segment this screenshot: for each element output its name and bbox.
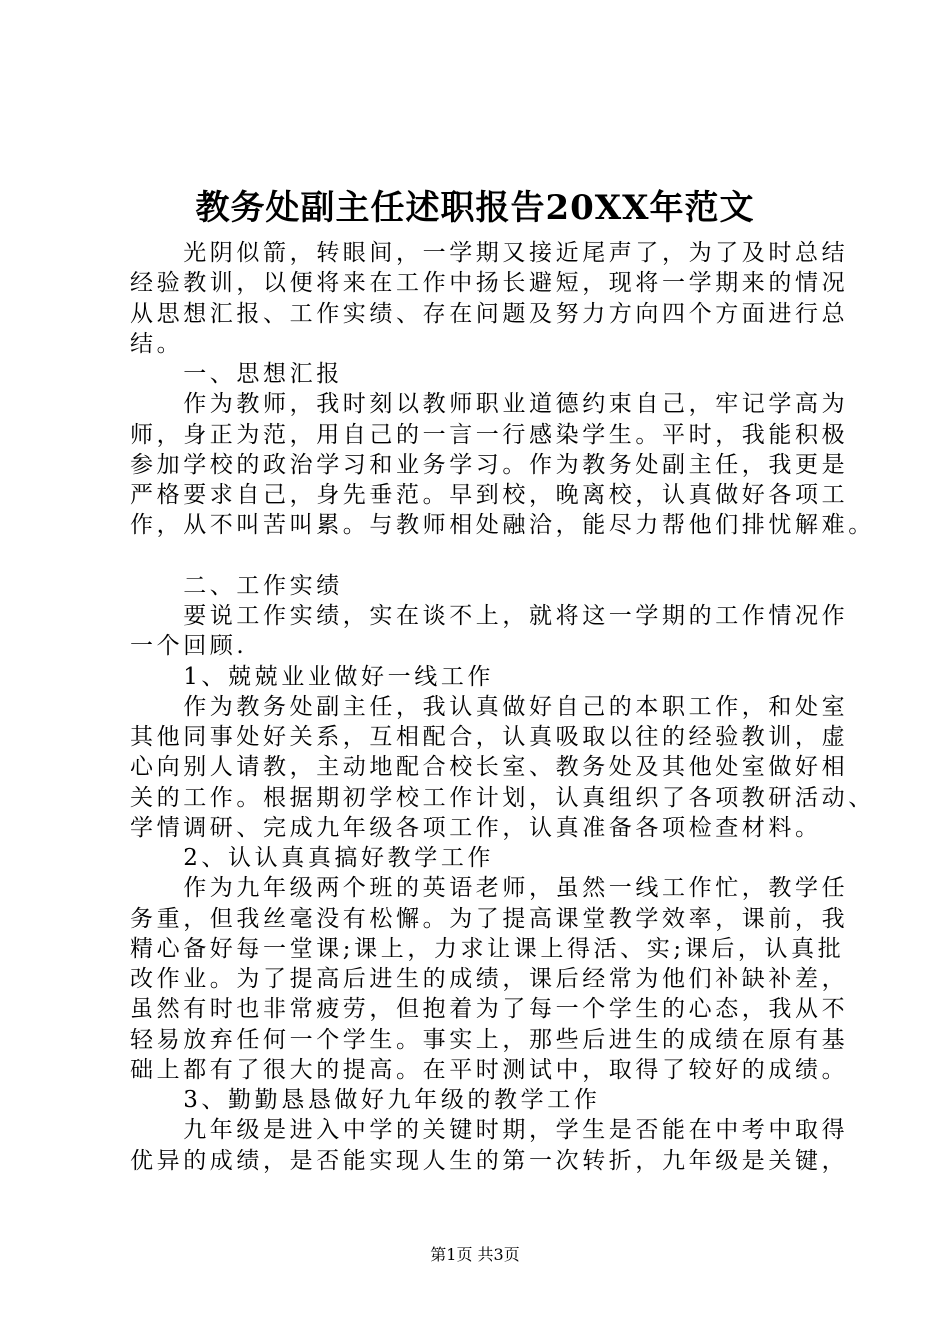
body-line: 一、思想汇报 (130, 361, 343, 387)
body-line: 师，身正为范，用自己的一言一行感染学生。平时，我能积极 (130, 422, 849, 448)
body-line: 础上都有了很大的提高。在平时测试中，取得了较好的成绩。 (130, 1057, 849, 1083)
body-line: 精心备好每一堂课;课上，力求让课上得活、实;课后，认真批 (130, 936, 845, 962)
body-line: 1、兢兢业业做好一线工作 (130, 664, 495, 690)
body-line: 严格要求自己，身先垂范。早到校，晚离校，认真做好各项工 (130, 482, 849, 508)
body-line: 务重，但我丝毫没有松懈。为了提高课堂教学效率，课前，我 (130, 906, 849, 932)
body-line: 九年级是进入中学的关键时期，学生是否能在中考中取得 (130, 1117, 849, 1143)
body-line: 从思想汇报、工作实绩、存在问题及努力方向四个方面进行总 (130, 301, 849, 327)
body-line: 其他同事处好关系，互相配合，认真吸取以往的经验教训，虚 (130, 724, 849, 750)
body-line: 2、认认真真搞好教学工作 (130, 845, 495, 871)
body-line: 3、勤勤恳恳做好九年级的教学工作 (130, 1087, 601, 1113)
body-line: 关的工作。根据期初学校工作计划，认真组织了各项教研活动、 (130, 785, 875, 811)
body-line: 光阴似箭，转眼间，一学期又接近尾声了，为了及时总结 (130, 240, 849, 266)
body-line: 虽然有时也非常疲劳，但抱着为了每一个学生的心态，我从不 (130, 996, 849, 1022)
body-line: 二、工作实绩 (130, 573, 343, 599)
body-line: 一个回顾. (130, 633, 248, 659)
document-title: 教务处副主任述职报告20XX年范文 (195, 188, 755, 228)
body-line: 作，从不叫苦叫累。与教师相处融洽，能尽力帮他们排忧解难。 (130, 512, 875, 538)
body-line: 结。 (130, 331, 184, 357)
body-line: 轻易放弃任何一个学生。事实上，那些后进生的成绩在原有基 (130, 1027, 849, 1053)
body-line: 作为教务处副主任，我认真做好自己的本职工作，和处室 (130, 694, 849, 720)
body-line: 优异的成绩，是否能实现人生的第一次转折，九年级是关键， (130, 1148, 849, 1174)
body-line: 学情调研、完成九年级各项工作，认真准备各项检查材料。 (130, 815, 822, 841)
body-line: 作为九年级两个班的英语老师，虽然一线工作忙，教学任 (130, 875, 849, 901)
body-line: 心向别人请教，主动地配合校长室、教务处及其他处室做好相 (130, 754, 849, 780)
body-line: 作为教师，我时刻以教师职业道德约束自己，牢记学高为 (130, 391, 849, 417)
body-line: 要说工作实绩，实在谈不上，就将这一学期的工作情况作 (130, 603, 849, 629)
body-line: 改作业。为了提高后进生的成绩，课后经常为他们补缺补差， (130, 966, 849, 992)
body-line: 经验教训，以便将来在工作中扬长避短，现将一学期来的情况 (130, 270, 849, 296)
body-line: 参加学校的政治学习和业务学习。作为教务处副主任，我更是 (130, 452, 849, 478)
page-footer: 第1页 共3页 (430, 1245, 520, 1264)
